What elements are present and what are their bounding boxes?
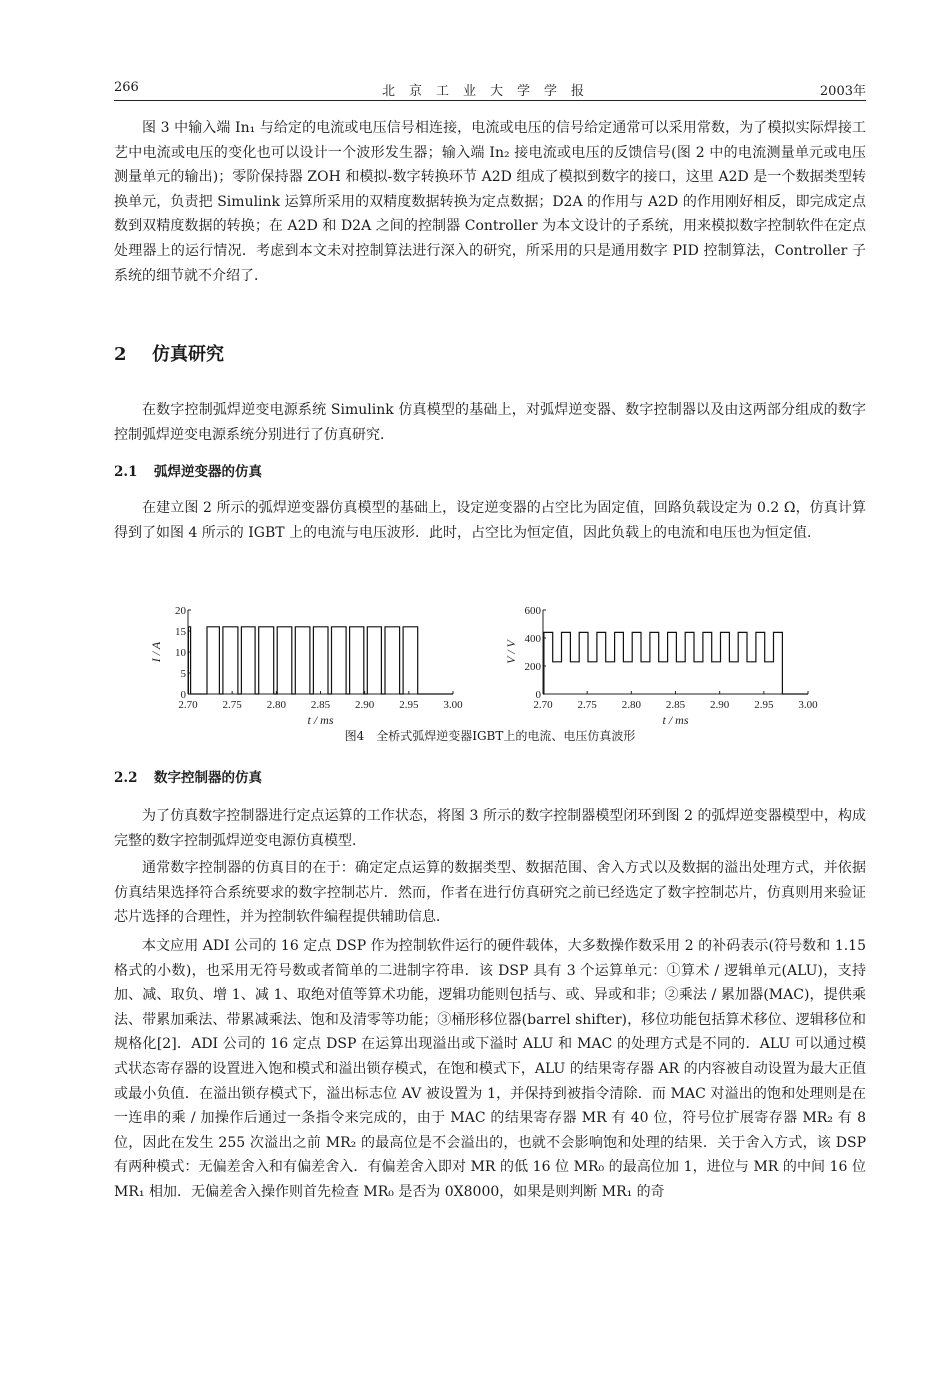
- x-tick-label: 2.85: [665, 699, 686, 711]
- section-number: 2: [114, 344, 127, 365]
- voltage-waveform-line: [543, 632, 808, 694]
- y-tick-label: 0: [180, 689, 186, 701]
- x-tick-label: 2.95: [399, 699, 419, 711]
- page-header: [114, 80, 866, 101]
- paragraph-dsp-description: 本文应用 ADI 公司的 16 定点 DSP 作为控制软件运行的硬件载体，大多数操作数采用 2 的补码表示(符号数和 1.15 格式的小数)，也采用无符号数或者简单的二进制字符串．该 DSP 具有 3 个运算单元：①算术 / 逻辑单元(ALU)，支持加、减、取负、增 1、减 1、取绝对值等算术功能，逻辑功能则包括与、或、异或和非；②乘法 / 累加器(MAC)，提供乘法、带累加乘法、带累减乘法、饱和及清零等功能；③桶形移位器(barrel shifter)，移位功能包括算术移位、逻辑移位和规格化[2]．ADI 公司的 16 定点 DSP 在运算出现溢出或下溢时 ALU 和 MAC 的处理方式是不同的．ALU 可以通过模式状态寄存器的设置进入饱和模式和溢出锁存模式，在饱和模式下，ALU 的结果寄存器 AR 的内容被自动设置为最大正值或最小负值．在溢出锁存模式下，溢出标志位 AV 被设置为 1，并保持到被指令清除．而 MAC 对溢出的饱和处理则是在一连串的乘 / 加操作后通过一条指令来完成的，由于 MAC 的结果寄存器 MR 有 40 位，符号位扩展寄存器 MR₂ 有 8 位，因此在发生 255 次溢出之前 MR₂ 的最高位是不会溢出的，也就不会影响饱和处理的结果．关于舍入方式，该 DSP 有两种模式：无偏差舍入和有偏差舍入．有偏差舍入即对 MR 的低 16 位 MR₀ 的最高位加 1，进位与 MR 的中间 16 位 MR₁ 相加．无偏差舍入操作则首先检查 MR₀ 是否为 0X8000，如果是则判断 MR₁ 的奇: [114, 938, 866, 1200]
- x-tick-label: 3.00: [443, 699, 463, 711]
- y-tick-label: 200: [524, 661, 541, 673]
- journal-title: 北京工业大学学报: [381, 84, 598, 99]
- y-tick-label: 0: [535, 689, 541, 701]
- y-axis-label: I / A: [150, 641, 163, 663]
- section-number: 2.1: [114, 464, 138, 480]
- paragraph-controller-simulation: 为了仿真数字控制器进行定点运算的工作状态，将图 3 所示的数字控制器模型闭环到图 2 的弧焊逆变器模型中，构成完整的数字控制弧焊逆变电源仿真模型．: [114, 808, 866, 849]
- figure-caption: 图4 全桥式弧焊逆变器IGBT上的电流、电压仿真波形: [344, 729, 636, 743]
- x-tick-label: 2.75: [577, 699, 597, 711]
- x-tick-label: 2.90: [355, 699, 375, 711]
- y-tick-label: 5: [180, 668, 186, 680]
- section-title: 仿真研究: [152, 344, 224, 365]
- x-tick-label: 2.80: [621, 699, 641, 711]
- page-number: 266: [114, 80, 139, 95]
- x-tick-label: 2.95: [754, 699, 774, 711]
- x-tick-label: 2.90: [710, 699, 730, 711]
- x-tick-label: 2.80: [266, 699, 286, 711]
- x-tick-label: 2.70: [178, 699, 198, 711]
- section-title: 弧焊逆变器的仿真: [154, 464, 262, 480]
- paragraph-controller-description: 图 3 中输入端 In₁ 与给定的电流或电压信号相连接，电流或电压的信号给定通常可以采用常数，为了模拟实际焊接工艺中电流或电压的变化也可以设计一个波形发生器；输入端 In₂ 接电流或电压的反馈信号(图 2 中的电流测量单元或电压测量单元的输出)；零阶保持器 ZOH 和模拟-数字转换环节 A2D 组成了模拟到数字的接口，这里 A2D 是一个数据类型转换单元，负责把 Simulink 运算所采用的双精度数据转换为定点数据；D2A 的作用与 A2D 的作用刚好相反，即完成定点数到双精度数据的转换；在 A2D 和 D2A 之间的控制器 Controller 为本文设计的子系统，用来模拟数字控制软件在定点处理器上的运行情况．考虑到本文未对控制算法进行深入的研究，所采用的只是通用数字 PID 控制算法，Controller 子系统的细节就不介绍了．: [114, 120, 866, 284]
- paragraph-simulation-purpose: 通常数字控制器的仿真目的在于：确定定点运算的数据类型、数据范围、舍入方式以及数据的溢出处理方式，并依据仿真结果选择符合系统要求的数字控制芯片．然而，作者在进行仿真研究之前已经选定了数字控制芯片，仿真则用来验证芯片选择的合理性，并为控制软件编程提供辅助信息．: [114, 860, 866, 926]
- paragraph-inverter-simulation: 在建立图 2 所示的弧焊逆变器仿真模型的基础上，设定逆变器的占空比为固定值，回路负载设定为 0.2 Ω，仿真计算得到了如图 4 所示的 IGBT 上的电流与电压波形．此时，占空比为恒定值，因此负载上的电流和电压也为恒定值．: [114, 500, 866, 541]
- section-title: 数字控制器的仿真: [154, 770, 262, 786]
- section-number: 2.2: [114, 770, 138, 786]
- section-2-2-heading: [114, 766, 262, 786]
- y-tick-label: 20: [175, 605, 186, 617]
- x-axis-label: t / ms: [662, 713, 689, 727]
- x-tick-label: 2.70: [533, 699, 553, 711]
- section-2-1-heading: [114, 460, 262, 480]
- y-tick-label: 10: [175, 647, 186, 659]
- y-tick-label: 600: [524, 605, 541, 617]
- y-tick-label: 400: [524, 633, 541, 645]
- x-tick-label: 2.85: [310, 699, 331, 711]
- x-tick-label: 2.75: [222, 699, 242, 711]
- current-waveform-line: [188, 627, 453, 694]
- waveform-charts: [150, 600, 850, 730]
- section-2-heading: [114, 340, 224, 366]
- y-tick-label: 15: [175, 626, 186, 638]
- x-tick-label: 3.00: [798, 699, 818, 711]
- y-axis-label: V / V: [504, 640, 518, 664]
- paragraph-simulation-intro: 在数字控制弧焊逆变电源系统 Simulink 仿真模型的基础上，对弧焊逆变器、数字控制器以及由这两部分组成的数字控制弧焊逆变电源系统分别进行了仿真研究．: [114, 402, 866, 443]
- publication-year: 2003年: [819, 84, 866, 99]
- x-axis-label: t / ms: [307, 713, 334, 727]
